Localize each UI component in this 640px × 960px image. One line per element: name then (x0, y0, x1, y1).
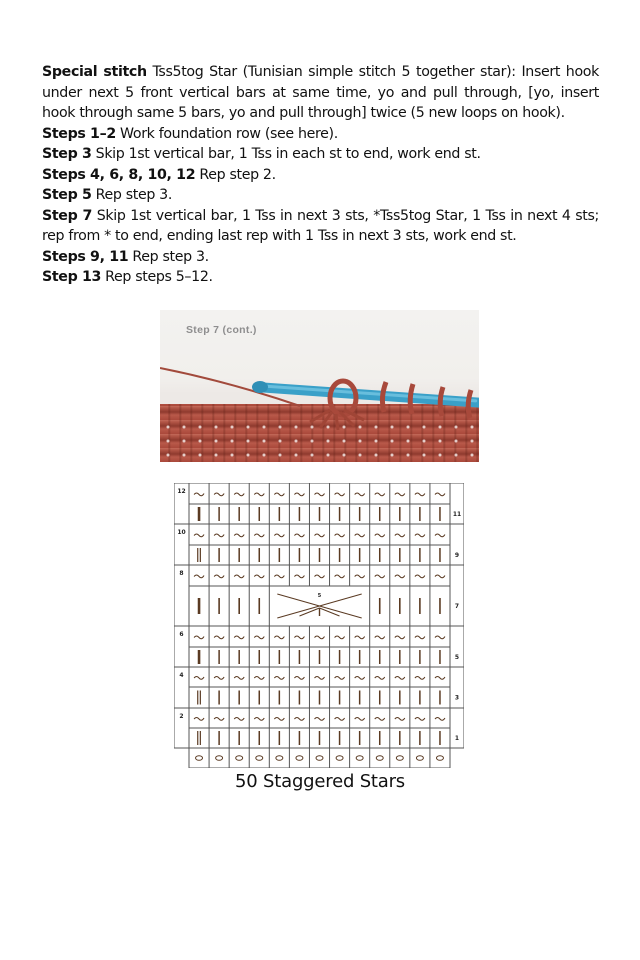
svg-text:1: 1 (454, 735, 460, 742)
pattern-instructions (42, 62, 599, 288)
hook-and-yarn-illustration (160, 310, 479, 462)
svg-text:4: 4 (179, 672, 184, 679)
step-line (42, 185, 599, 206)
svg-text:12: 12 (177, 488, 186, 495)
stitch-chart (174, 483, 464, 768)
svg-text:5: 5 (454, 654, 460, 661)
step-text: Skip 1st vertical bar, 1 Tss in each st to end, work end st. (91, 146, 481, 162)
step-label: Steps 9, 11 (42, 248, 129, 265)
svg-text:8: 8 (179, 570, 184, 577)
step-label: Steps 1–2 (42, 125, 116, 142)
step-text: Rep step 2. (195, 166, 276, 183)
step-line (42, 247, 599, 268)
svg-text:9: 9 (454, 552, 460, 559)
step-text: Rep steps 5–12. (101, 269, 213, 285)
svg-text:7: 7 (454, 603, 460, 610)
step-line (42, 144, 599, 165)
step-line (42, 267, 599, 288)
special-stitch-text: Tss5tog Star (Tunisian simple stitch 5 together star): Insert hook under next 5 front vertical bars at same time, yo and pull through, [yo, insert hook through same 5 bars, yo and pull through] twice (5 new loops on hook). (42, 64, 599, 121)
step-label: Step 5 (42, 187, 92, 203)
photo-caption: Step 7 (cont.) (186, 324, 257, 336)
crochet-hook-icon (252, 381, 479, 408)
step-text: Rep step 3. (91, 187, 173, 203)
stitch-chart-grid (174, 483, 464, 768)
step-photo (160, 310, 479, 462)
svg-text:6: 6 (179, 631, 184, 638)
svg-text:11: 11 (452, 511, 462, 518)
chart-title: 50 Staggered Stars (235, 771, 405, 792)
step-line (42, 165, 599, 186)
svg-text:10: 10 (177, 529, 186, 536)
step-label: Steps 4, 6, 8, 10, 12 (42, 166, 196, 183)
step-text: Rep step 3. (128, 248, 209, 265)
step-label: Step 13 (42, 269, 102, 285)
step-line (42, 206, 599, 247)
svg-text:5: 5 (317, 593, 322, 599)
svg-text:3: 3 (454, 694, 460, 702)
special-stitch-label: Special stitch (42, 64, 147, 80)
svg-text:2: 2 (179, 713, 184, 720)
step-line (42, 124, 599, 145)
step-label: Step 3 (42, 146, 92, 162)
step-label: Step 7 (42, 207, 93, 224)
step-text: Skip 1st vertical bar, 1 Tss in next 3 sts, *Tss5tog Star, 1 Tss in next 4 sts; rep from * to end, ending last rep with 1 Tss in next 3 sts, work end st. (42, 207, 599, 244)
step-text: Work foundation row (see here). (115, 125, 338, 142)
special-stitch-paragraph (42, 62, 599, 124)
